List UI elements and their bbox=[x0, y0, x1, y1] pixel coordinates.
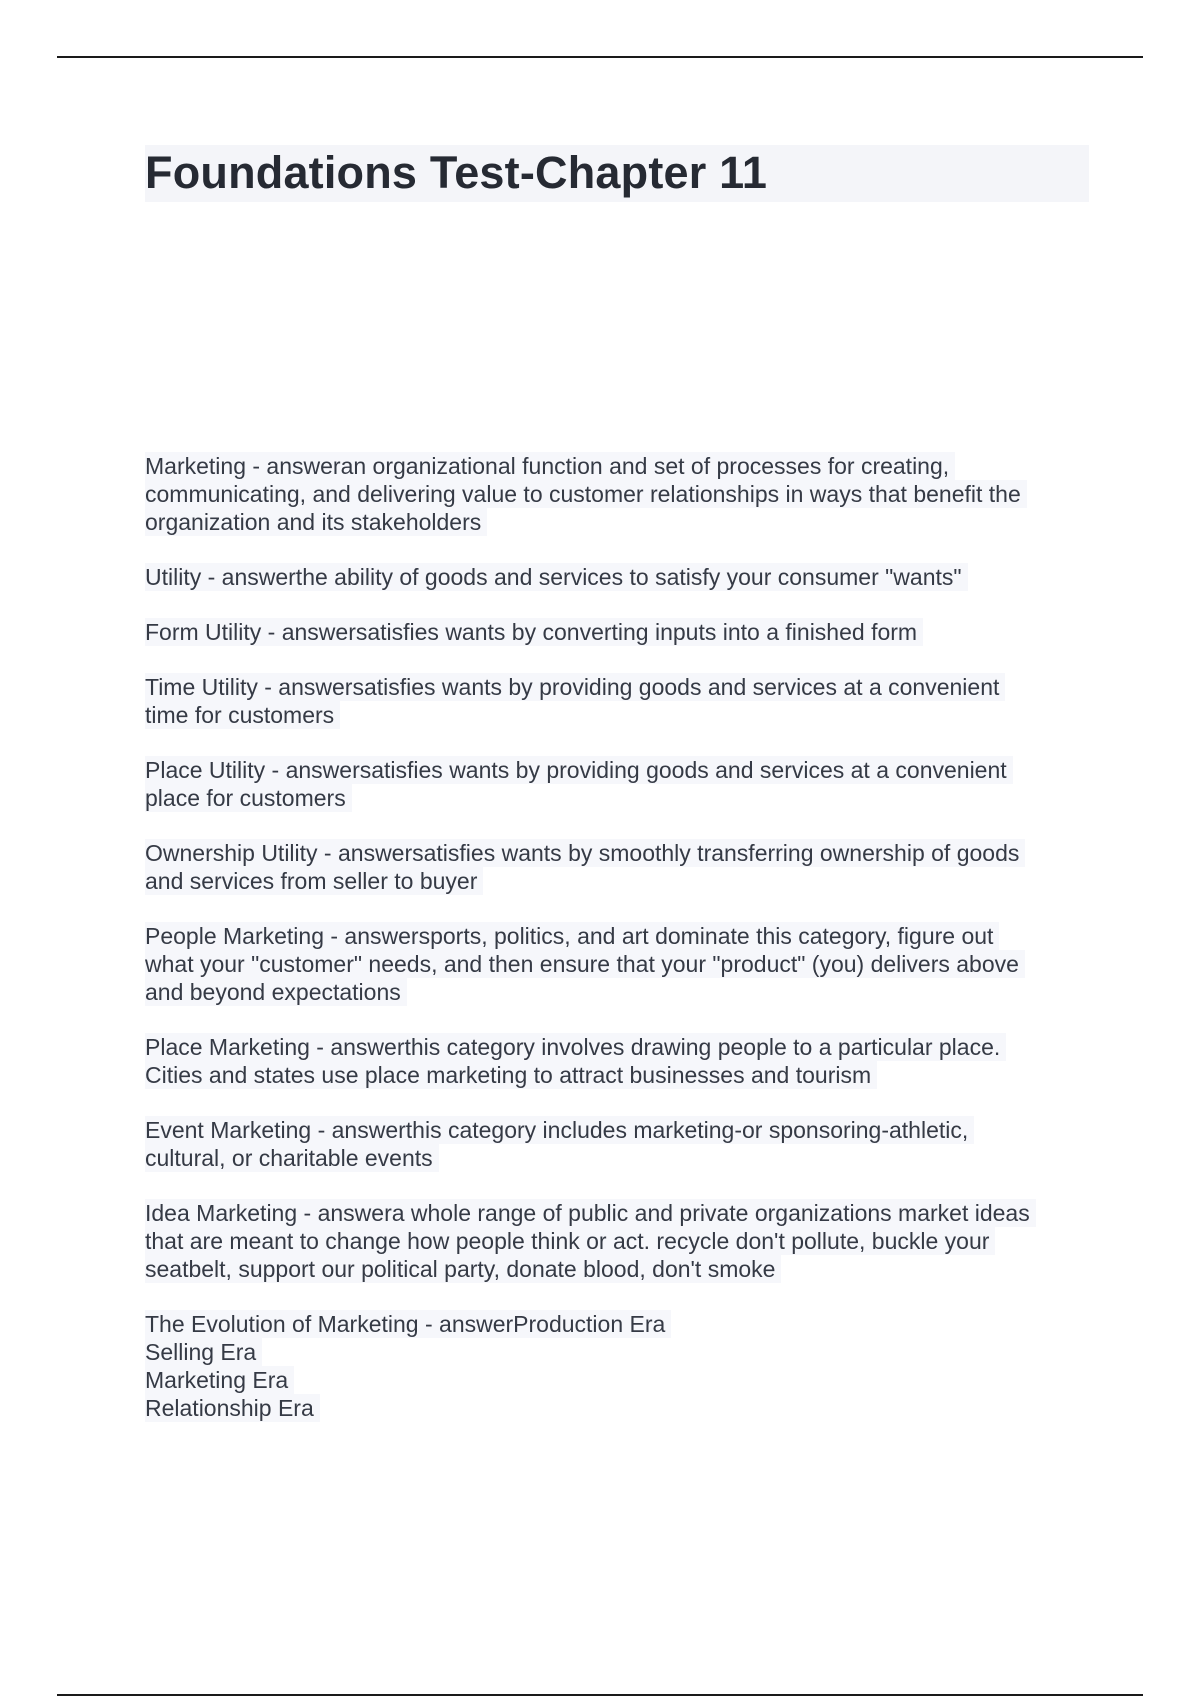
bottom-rule bbox=[57, 1694, 1143, 1696]
entry-line: Cities and states use place marketing to attract businesses and tourism bbox=[145, 1061, 877, 1089]
entry-line: Ownership Utility - answersatisfies wants by smoothly transferring ownership of goods bbox=[145, 839, 1025, 867]
entry-line: Place Marketing - answerthis category involves drawing people to a particular place. bbox=[145, 1033, 1006, 1061]
top-rule bbox=[57, 56, 1143, 58]
entry-form-utility bbox=[145, 618, 1089, 646]
entry-idea-marketing bbox=[145, 1199, 1089, 1283]
entry-place-marketing bbox=[145, 1033, 1089, 1089]
page-title: Foundations Test-Chapter 11 bbox=[145, 147, 768, 198]
entry-line: Marketing Era bbox=[145, 1366, 294, 1394]
entry-line: Selling Era bbox=[145, 1338, 262, 1366]
entry-line: place for customers bbox=[145, 784, 352, 812]
entry-line: The Evolution of Marketing - answerProduction Era bbox=[145, 1310, 671, 1338]
entry-line: and beyond expectations bbox=[145, 978, 407, 1006]
entry-line: communicating, and delivering value to customer relationships in ways that benefit the bbox=[145, 480, 1027, 508]
entry-line: cultural, or charitable events bbox=[145, 1144, 439, 1172]
entry-line: Marketing - answeran organizational function and set of processes for creating, bbox=[145, 452, 955, 480]
entry-line: Utility - answerthe ability of goods and services to satisfy your consumer "wants" bbox=[145, 563, 968, 591]
entry-line: time for customers bbox=[145, 701, 340, 729]
entry-line: People Marketing - answersports, politics, and art dominate this category, figure out bbox=[145, 922, 999, 950]
entry-place-utility bbox=[145, 756, 1089, 812]
flashcard-list bbox=[145, 452, 1089, 1449]
entry-utility bbox=[145, 563, 1089, 591]
entry-marketing bbox=[145, 452, 1089, 536]
entry-line: Relationship Era bbox=[145, 1394, 320, 1422]
entry-line: organization and its stakeholders bbox=[145, 508, 487, 536]
entry-line: Form Utility - answersatisfies wants by converting inputs into a finished form bbox=[145, 618, 923, 646]
entry-people-marketing bbox=[145, 922, 1089, 1006]
entry-evolution-of-marketing bbox=[145, 1310, 1089, 1422]
entry-line: seatbelt, support our political party, donate blood, don't smoke bbox=[145, 1255, 781, 1283]
entry-line: what your "customer" needs, and then ensure that your "product" (you) delivers above bbox=[145, 950, 1025, 978]
entry-line: that are meant to change how people think or act. recycle don't pollute, buckle your bbox=[145, 1227, 995, 1255]
entry-event-marketing bbox=[145, 1116, 1089, 1172]
entry-line: Idea Marketing - answera whole range of public and private organizations market ideas bbox=[145, 1199, 1036, 1227]
entry-time-utility bbox=[145, 673, 1089, 729]
entry-line: Time Utility - answersatisfies wants by providing goods and services at a convenient bbox=[145, 673, 1005, 701]
entry-line: Event Marketing - answerthis category includes marketing-or sponsoring-athletic, bbox=[145, 1116, 974, 1144]
entry-line: and services from seller to buyer bbox=[145, 867, 483, 895]
entry-line: Place Utility - answersatisfies wants by providing goods and services at a convenient bbox=[145, 756, 1013, 784]
entry-ownership-utility bbox=[145, 839, 1089, 895]
